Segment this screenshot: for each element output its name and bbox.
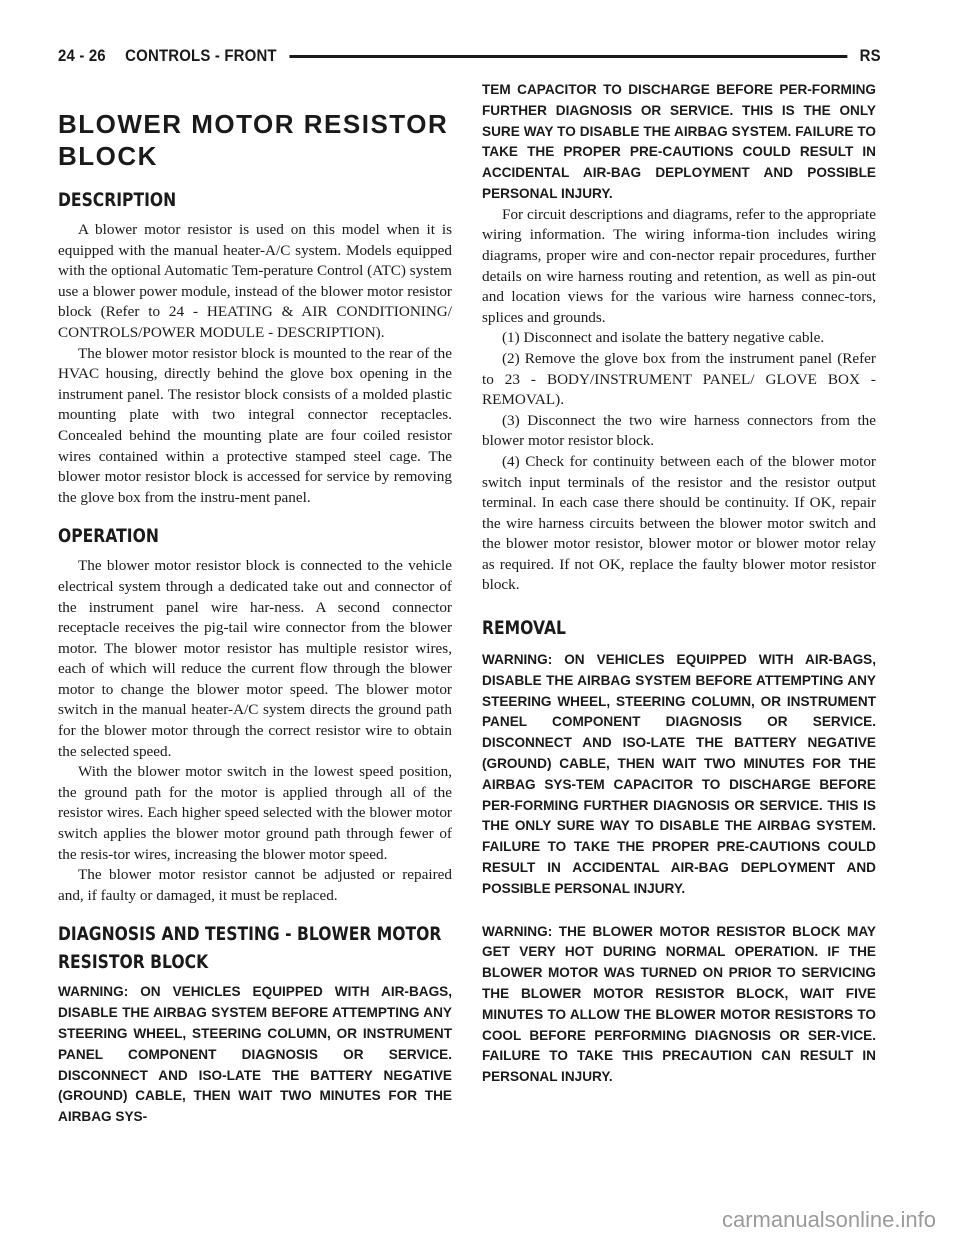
description-heading: DESCRIPTION xyxy=(58,189,177,211)
hot-resistor-warning: WARNING: THE BLOWER MOTOR RESISTOR BLOCK MAY GET VERY HOT DURING NORMAL OPERATION. IF THE BLOWER MOTOR WAS TURNED ON PRIOR TO SERVICING THE BLOWER MOTOR RESISTOR BLOCK, WAIT FIVE MINUTES TO ALLOW THE BLOWER MOTOR RESISTORS TO COOL BEFORE PERFORMING DIAGNOSIS OR SER-VICE. FAILURE TO TAKE THIS PRECAUTION CAN RESULT IN PERSONAL INJURY. xyxy=(482,923,876,1085)
procedure-step: (3) Disconnect the two wire harness connectors from the blower motor resistor block. xyxy=(482,411,876,450)
diagnosis-paragraph: For circuit descriptions and diagrams, refer to the appropriate wiring information. The wiring informa-tion includes wiring diagrams, proper wire and con-nector repair procedures, further details on wire harness routing and retention, as well as pin-out and location views for the various wire harness connec-tors, splices and grounds. xyxy=(482,205,876,326)
procedure-step: (2) Remove the glove box from the instrument panel (Refer to 23 - BODY/INSTRUMENT PANEL/ GLOVE BOX - REMOVAL). xyxy=(482,349,876,409)
procedure-step: (1) Disconnect and isolate the battery negative cable. xyxy=(502,329,825,347)
watermark: carmanualsonline.info xyxy=(721,1207,936,1232)
header-rule xyxy=(289,55,847,58)
operation-paragraph: The blower motor resistor block is connected to the vehicle electrical system through a dedicated take out and connector of the instrument panel wire har-ness. A second connector receptacle receives the pig-tail wire connector from the blower motor. The blower motor resistor has multiple resistor wires, each of which will reduce the current flow through the blower motor to change the blower motor speed. The blower motor switch in the manual heater-A/C system directs the ground path for the blower motor through the correct resistor wire to obtain the selected speed. xyxy=(58,557,452,760)
procedure-step: (4) Check for continuity between each of the blower motor switch input terminals of the resistor and the resistor output terminal. In each case there should be continuity. If OK, repair the wire harness circuits between the blower motor switch and the blower motor resistor, blower motor or blower motor relay as required. If not OK, replace the faulty blower motor resistor block. xyxy=(482,452,876,594)
operation-paragraph: The blower motor resistor cannot be adjusted or repaired and, if faulty or damaged, it must be replaced. xyxy=(58,866,452,904)
page-header xyxy=(58,43,881,69)
airbag-warning-continued: TEM CAPACITOR TO DISCHARGE BEFORE PER-FORMING FURTHER DIAGNOSIS OR SERVICE. THIS IS THE ONLY SURE WAY TO DISABLE THE AIRBAG SYSTEM. FAILURE TO TAKE THE PROPER PRE-CAUTIONS COULD RESULT IN ACCIDENTAL AIR-BAG DEPLOYMENT AND POSSIBLE PERSONAL INJURY. xyxy=(482,82,876,201)
page-number: 24 - 26 xyxy=(58,46,106,65)
diagnosis-heading: DIAGNOSIS AND TESTING - BLOWER MOTOR RESISTOR BLOCK xyxy=(58,923,442,974)
right-column xyxy=(482,80,876,1088)
removal-heading: REMOVAL xyxy=(482,617,566,640)
description-paragraph: The blower motor resistor block is mounted to the rear of the HVAC housing, directly behind the glove box opening in the instrument panel. The resistor block consists of a molded plastic mounting plate with two integral connector receptacles. Concealed behind the mounting plate are four coiled resistor wires contained within a protective stamped steel cage. The blower motor resistor block is accessed for service by removing the glove box from the instru-ment panel. xyxy=(58,344,452,506)
operation-heading: OPERATION xyxy=(58,525,159,548)
left-column xyxy=(58,108,452,1128)
section-title: CONTROLS - FRONT xyxy=(125,46,277,65)
model-code: RS xyxy=(859,46,881,65)
description-paragraph: A blower motor resistor is used on this model when it is equipped with the manual heater-A/C system. Models equipped with the optional Automatic Tem-perature Control (ATC) system use a blower power module, instead of the blower motor resistor block (Refer to 24 - HEATING & AIR CONDITIONING/ CONTROLS/POWER MODULE - DESCRIPTION). xyxy=(58,221,452,341)
page-title: BLOWER MOTOR RESISTOR BLOCK xyxy=(58,109,449,171)
operation-paragraph: With the blower motor switch in the lowest speed position, the ground path for the motor is applied through all of the resistor wires. Each higher speed selected with the blower motor switch applies the blower motor ground path through fewer of the resis-tor wires, increasing the blower motor speed. xyxy=(58,763,452,863)
airbag-warning: WARNING: ON VEHICLES EQUIPPED WITH AIR-BAGS, DISABLE THE AIRBAG SYSTEM BEFORE ATTEMPTING ANY STEERING WHEEL, STEERING COLUMN, OR INSTRUMENT PANEL COMPONENT DIAGNOSIS OR SERVICE. DISCONNECT AND ISO-LATE THE BATTERY NEGATIVE (GROUND) CABLE, THEN WAIT TWO MINUTES FOR THE AIRBAG SYS-TEM CAPACITOR TO DISCHARGE BEFORE PER-FORMING FURTHER DIAGNOSIS OR SERVICE. THIS IS THE ONLY SURE WAY TO DISABLE THE AIRBAG SYSTEM. FAILURE TO TAKE THE PROPER PRE-CAUTIONS COULD RESULT IN ACCIDENTAL AIR-BAG DEPLOYMENT AND POSSIBLE PERSONAL INJURY. xyxy=(482,652,876,896)
airbag-warning: WARNING: ON VEHICLES EQUIPPED WITH AIR-BAGS, DISABLE THE AIRBAG SYSTEM BEFORE ATTEMPTING ANY STEERING WHEEL, STEERING COLUMN, OR INSTRUMENT PANEL COMPONENT DIAGNOSIS OR SERVICE. DISCONNECT AND ISO-LATE THE BATTERY NEGATIVE (GROUND) CABLE, THEN WAIT TWO MINUTES FOR THE AIRBAG SYS- xyxy=(58,984,452,1125)
